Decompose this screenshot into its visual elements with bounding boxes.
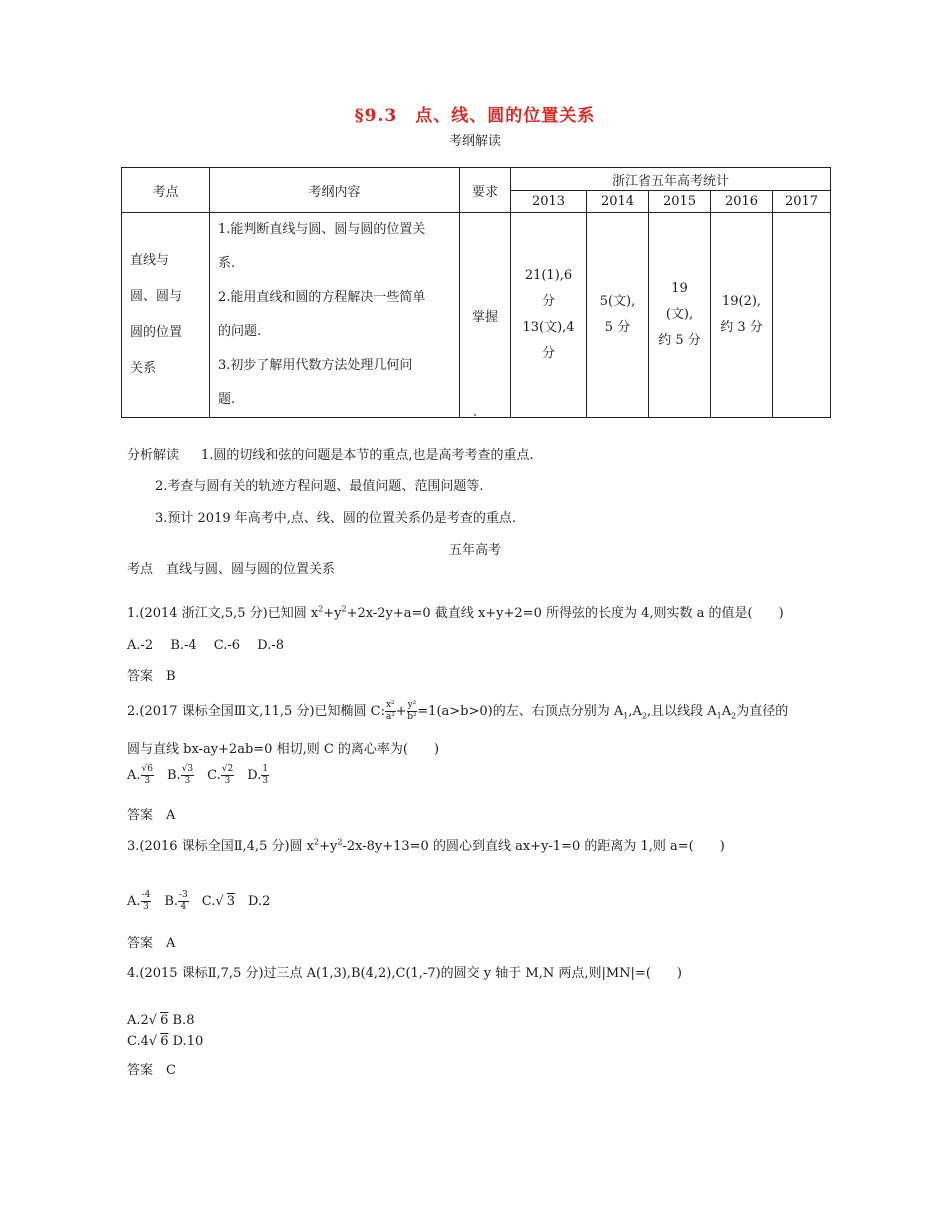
option-label: A. bbox=[127, 768, 141, 783]
option-label: C. bbox=[188, 894, 216, 909]
analysis-line-1 bbox=[127, 444, 534, 463]
frac-num: √6 bbox=[141, 764, 153, 774]
option-label: A. bbox=[127, 894, 141, 909]
frac-den: 3 bbox=[143, 902, 149, 912]
option-label: C. bbox=[194, 768, 221, 783]
q2-text: + bbox=[395, 704, 407, 719]
frac-num: -4 bbox=[141, 890, 151, 900]
requirement-cell: 掌握 bbox=[460, 213, 511, 418]
radicand: 6 bbox=[160, 1013, 169, 1028]
analysis-item: 1.圆的切线和弦的问题是本节的重点,也是高考考查的重点. bbox=[201, 448, 534, 463]
question-3-stem bbox=[127, 835, 725, 854]
page-subtitle: 考纲解读 bbox=[448, 134, 501, 149]
question-4-options-ab: A.2√ 6 B.8 bbox=[127, 1013, 195, 1028]
stat-2013 bbox=[511, 213, 587, 418]
stat-line: 约 3 分 bbox=[720, 320, 763, 335]
stray-mark bbox=[474, 414, 476, 416]
question-4-options-cd: C.4√ 6 D.10 bbox=[127, 1034, 204, 1049]
fraction bbox=[385, 700, 396, 723]
fraction bbox=[407, 700, 418, 723]
year-2015: 2015 bbox=[649, 191, 711, 213]
q1-text: +y bbox=[323, 606, 342, 621]
fraction bbox=[141, 890, 152, 913]
frac-num: √2 bbox=[221, 764, 234, 774]
q2-text: 为直径的 bbox=[736, 704, 789, 719]
stat-line: 5(文), bbox=[599, 294, 636, 309]
q3-text: -2x-8y+13=0 的圆心到直线 ax+y-1=0 的距离为 1,则 a=( ) bbox=[342, 839, 725, 854]
stat-line: 分 bbox=[541, 294, 555, 309]
q2-text: A bbox=[721, 704, 732, 719]
option-label: B. bbox=[151, 894, 178, 909]
stat-2014 bbox=[587, 213, 649, 418]
analysis-item: 2.考查与圆有关的轨迹方程问题、最值问题、范围问题等. bbox=[155, 479, 484, 494]
content-line: 题. bbox=[218, 392, 236, 407]
header-requirement: 要求 bbox=[460, 168, 511, 213]
stat-line: 19 bbox=[671, 281, 688, 296]
kaodian-line: 圆的位置 bbox=[130, 325, 183, 340]
option-label: D.10 bbox=[168, 1034, 204, 1049]
frac-den: 3 bbox=[184, 776, 191, 786]
fraction bbox=[141, 764, 154, 787]
page-title: §9.3 点、线、圆的位置关系 bbox=[354, 106, 596, 126]
kaodian-line: 圆、圆与 bbox=[130, 289, 183, 304]
stat-line: 约 5 分 bbox=[658, 333, 701, 348]
q2-sub: 2 bbox=[641, 711, 647, 721]
question-2-line2: 圆与直线 bx-ay+2ab=0 相切,则 C 的离心率为( ) bbox=[127, 742, 440, 757]
year-2017: 2017 bbox=[773, 191, 831, 213]
frac-den: b² bbox=[407, 712, 417, 722]
q3-text: +y bbox=[319, 839, 338, 854]
question-1-answer: 答案 B bbox=[127, 669, 176, 684]
fraction bbox=[181, 764, 194, 787]
q2-sub: 1 bbox=[623, 711, 629, 721]
content-line: 系. bbox=[218, 256, 236, 271]
q3-sup: 2 bbox=[337, 837, 343, 847]
q2-text: 2.(2017 课标全国Ⅲ文,11,5 分)已知椭圆 C: bbox=[127, 704, 385, 719]
content-line: 2.能用直线和圆的方程解决一些简单 bbox=[218, 290, 426, 305]
fraction bbox=[261, 764, 269, 787]
q2-text: ,A bbox=[628, 704, 642, 719]
kaodian-line: 直线与 bbox=[130, 253, 170, 268]
radicand: 6 bbox=[160, 1034, 169, 1049]
header-kaodian: 考点 bbox=[122, 168, 210, 213]
year-2014: 2014 bbox=[587, 191, 649, 213]
stat-2017 bbox=[773, 213, 831, 418]
question-2-answer: 答案 A bbox=[127, 808, 176, 823]
year-2013: 2013 bbox=[511, 191, 587, 213]
radicand: 3 bbox=[226, 894, 235, 909]
question-4-stem: 4.(2015 课标Ⅱ,7,5 分)过三点 A(1,3),B(4,2),C(1,-7)的圆交 y 轴于 M,N 两点,则|MN|=( ) bbox=[127, 966, 682, 981]
question-1-options: A.-2 B.-4 C.-6 D.-8 bbox=[127, 638, 284, 653]
frac-den: 3 bbox=[224, 776, 231, 786]
option-label: A.2 bbox=[127, 1013, 149, 1028]
q3-sup: 2 bbox=[314, 837, 320, 847]
q1-text: +2x-2y+a=0 截直线 x+y+2=0 所得弦的长度为 4,则实数 a 的值是( ) bbox=[346, 606, 784, 621]
frac-num: √3 bbox=[181, 764, 194, 774]
q3-text: 3.(2016 课标全国Ⅱ,4,5 分)圆 x bbox=[127, 839, 315, 854]
q2-text: ,且以线段 A bbox=[646, 704, 717, 719]
header-stats: 浙江省五年高考统计 bbox=[511, 168, 831, 191]
frac-num: y² bbox=[407, 700, 417, 710]
stat-line: 13(文),4 bbox=[522, 320, 575, 335]
question-1-stem bbox=[127, 602, 784, 621]
stat-2016 bbox=[711, 213, 773, 418]
q2-sub: 2 bbox=[731, 711, 737, 721]
stat-line: 19(2), bbox=[721, 294, 762, 309]
kaodian-line: 关系 bbox=[130, 361, 157, 376]
q1-sup: 2 bbox=[318, 604, 324, 614]
frac-den: 4 bbox=[180, 902, 187, 912]
header-content: 考纲内容 bbox=[210, 168, 460, 213]
option-label: D. bbox=[234, 768, 262, 783]
section-title: 五年高考 bbox=[448, 543, 501, 558]
stat-line: 分 bbox=[541, 346, 555, 361]
stat-2015 bbox=[649, 213, 711, 418]
syllabus-table bbox=[121, 167, 831, 418]
frac-num: 1 bbox=[262, 764, 269, 774]
frac-den: a² bbox=[385, 712, 395, 722]
question-4-answer: 答案 C bbox=[127, 1063, 176, 1078]
frac-den: 3 bbox=[262, 776, 269, 786]
stat-line: 21(1),6 bbox=[524, 268, 573, 283]
option-label: B.8 bbox=[168, 1013, 195, 1028]
question-2-stem bbox=[127, 700, 788, 723]
frac-num: -3 bbox=[179, 890, 188, 900]
content-line: 的问题. bbox=[218, 324, 262, 339]
question-3-answer: 答案 A bbox=[127, 936, 176, 951]
q1-sup: 2 bbox=[341, 604, 347, 614]
frac-num: x² bbox=[385, 700, 395, 710]
q1-text: 1.(2014 浙江文,5,5 分)已知圆 x bbox=[127, 606, 319, 621]
question-2-options bbox=[127, 764, 269, 787]
q2-text: =1(a>b>0)的左、右顶点分别为 A bbox=[417, 704, 624, 719]
question-3-options: A. $\frac{-4}{3}$ B. $\frac{-3}{4}$ C.√ 3 D.2 bbox=[127, 890, 271, 912]
option-label: D.2 bbox=[234, 894, 271, 909]
frac-den: 3 bbox=[144, 776, 151, 786]
fraction bbox=[221, 764, 234, 787]
kaodian-cell bbox=[122, 213, 210, 418]
section-kaodian: 考点 直线与圆、圆与圆的位置关系 bbox=[127, 562, 336, 577]
fraction bbox=[178, 890, 189, 913]
stat-line: 5 分 bbox=[604, 320, 631, 335]
analysis-item: 3.预计 2019 年高考中,点、线、圆的位置关系仍是考查的重点. bbox=[155, 511, 517, 526]
stat-line: (文), bbox=[665, 307, 694, 322]
year-2016: 2016 bbox=[711, 191, 773, 213]
analysis-label: 分析解读 bbox=[127, 448, 180, 463]
content-line: 1.能判断直线与圆、圆与圆的位置关 bbox=[218, 222, 426, 237]
option-label: B. bbox=[154, 768, 181, 783]
content-line: 3.初步了解用代数方法处理几何问 bbox=[218, 358, 413, 373]
option-label: C.4 bbox=[127, 1034, 149, 1049]
q2-sub: 1 bbox=[716, 711, 722, 721]
content-cell bbox=[210, 213, 460, 418]
